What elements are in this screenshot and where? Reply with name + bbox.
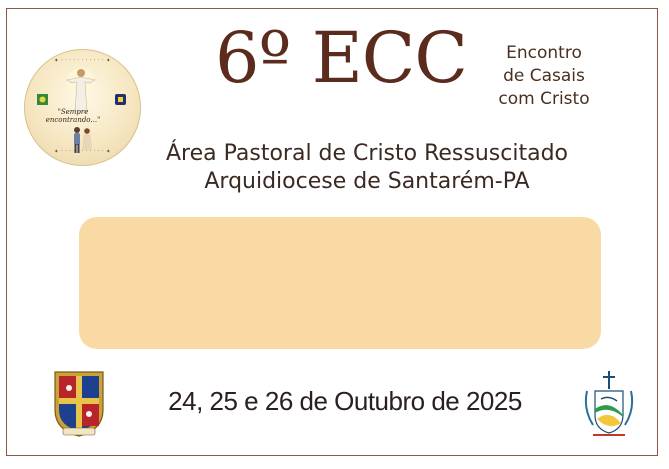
archdiocese-crest-icon [579, 369, 639, 443]
event-dates: 24, 25 e 26 de Outubro de 2025 [168, 386, 522, 416]
badge-card [6, 8, 658, 456]
christ-figure-icon [63, 64, 99, 114]
mini-crest-icon [115, 94, 126, 105]
organization-block [147, 140, 587, 196]
event-subtitle-side [493, 42, 595, 111]
logo-motto: "Sempre encontrando..." [45, 108, 101, 124]
side-line-2: de Casais [503, 66, 585, 86]
side-line-1: Encontro [506, 43, 582, 63]
parish-crest-icon [49, 368, 109, 438]
archdiocese-name: Arquidiocese de Santarém-PA [204, 169, 530, 194]
logo-ring-text-top: ✦ · · · · · · · · · · · ✦ [54, 58, 111, 64]
event-title: 6º ECC [215, 17, 467, 99]
mini-flag-icon [37, 94, 48, 105]
side-line-3: com Cristo [498, 89, 590, 109]
pastoral-area-name: Área Pastoral de Cristo Ressuscitado [165, 141, 568, 166]
ecc-logo-icon [24, 49, 141, 166]
name-field-box[interactable] [79, 217, 601, 349]
logo-ring-text-bottom: ✦ · · · · · · · · · · · ✦ [54, 149, 111, 155]
